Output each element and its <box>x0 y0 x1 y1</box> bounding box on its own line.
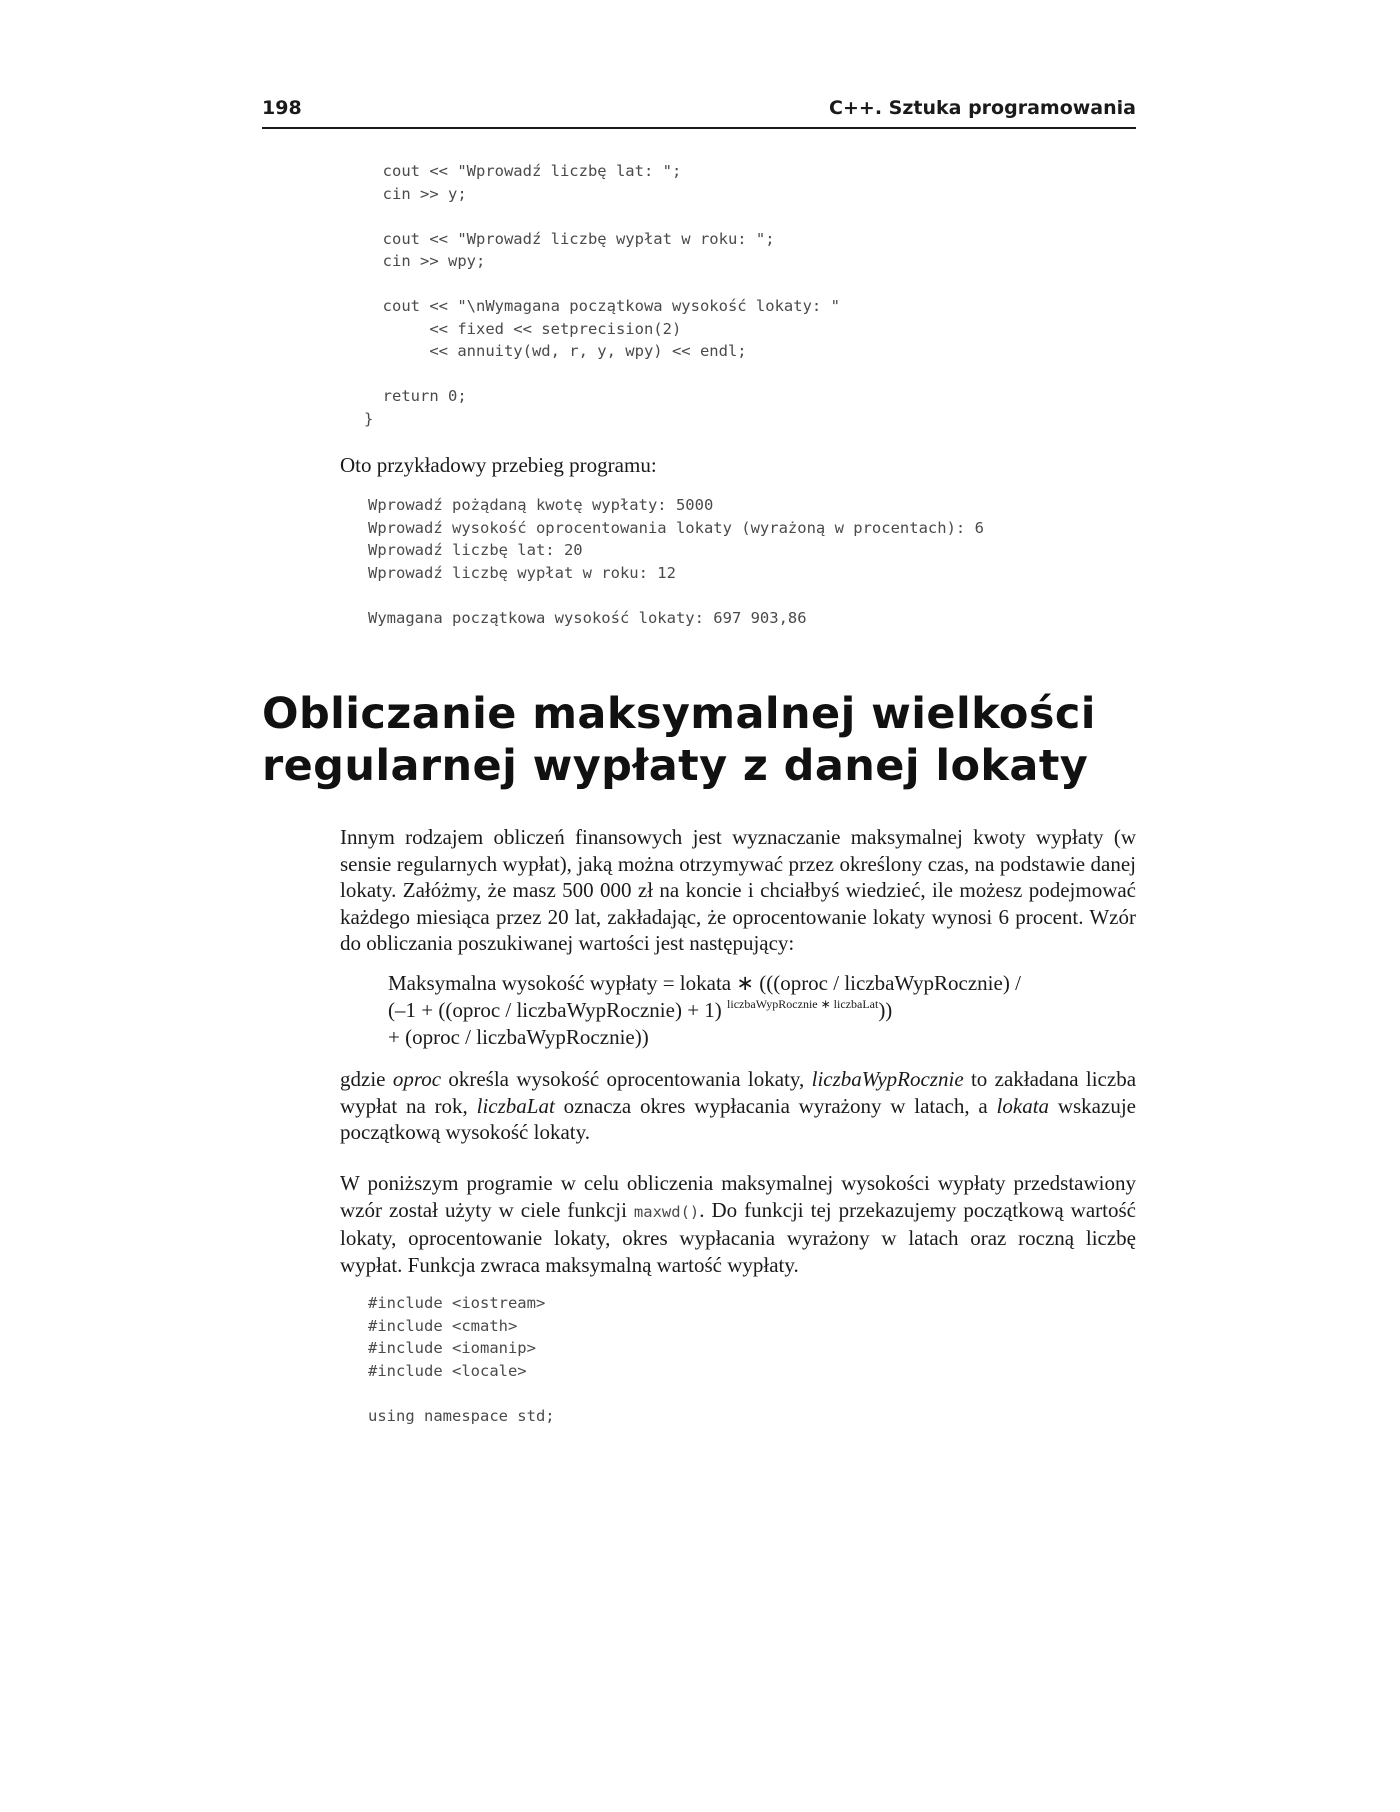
text-run: W poniższym programie w celu obliczenia maksymalnej wysokości wypłaty przedstawiony wzór został użyty w ciele funkcji <box>340 1171 1136 1222</box>
formula <box>388 970 1021 1051</box>
book-title: C++. Sztuka programowania <box>829 97 1136 119</box>
intro-text: Oto przykładowy przebieg programu: <box>340 453 657 477</box>
paragraph-variables <box>340 1066 1136 1146</box>
output-line: Wymagana początkowa wysokość lokaty: 697 903,86 <box>368 608 807 627</box>
text-run: . Do funkcji tej przekazujemy początkową wartość lokaty, oprocentowanie lokaty, okres wypłacania wyrażony w latach oraz roczną liczbę wypłat. Funkcja zwraca maksymalną wartość wypłaty. <box>340 1197 1136 1277</box>
code-line: << fixed << setprecision(2) <box>364 319 682 338</box>
formula-line-3: + (oproc / liczbaWypRocznie)) <box>388 1025 649 1049</box>
text-run: gdzie <box>340 1067 393 1091</box>
var-oproc: oproc <box>392 1067 442 1091</box>
output-line: Wprowadź pożądaną kwotę wypłaty: 5000 <box>368 496 714 514</box>
section-heading <box>262 688 1096 792</box>
output-line: Wprowadź liczbę lat: 20 <box>368 541 583 559</box>
output-line <box>368 584 984 607</box>
code-line <box>364 273 840 296</box>
code-line: cin >> y; <box>364 184 467 203</box>
paragraph-intro: Innym rodzajem obliczeń finansowych jest wyznaczanie maksymalnej kwoty wypłaty (w sensie regularnych wypłat), jaką można otrzymywać przez określony czas, na podstawie danej lokaty. Załóżmy, że masz 500 000 zł na koncie i chciałbyś wiedzieć, ile możesz podejmować każdego miesiąca przez 20 lat, zakładając, że oprocentowanie lokaty wynosi 6 procent. Wzór do obliczania poszukiwanej wartości jest następujący: <box>340 825 1136 955</box>
formula-line-1: Maksymalna wysokość wypłaty = lokata ∗ (((oproc / liczbaWypRocznie) / <box>388 971 1021 995</box>
running-header <box>262 97 1136 129</box>
formula-exponent: liczbaWypRocznie ∗ liczbaLat <box>727 997 879 1011</box>
code-line: cout << "Wprowadź liczbę wypłat w roku: "; <box>364 229 775 248</box>
heading-line-1: Obliczanie maksymalnej wielkości <box>262 689 1096 739</box>
paragraph-program <box>340 1170 1136 1278</box>
var-liczba-lat: liczbaLat <box>476 1093 555 1118</box>
code-line <box>368 1382 555 1405</box>
formula-base: (–1 + ((oproc / liczbaWypRocznie) + 1) <box>388 998 722 1022</box>
code-line: cout << "Wprowadź liczbę lat: "; <box>364 162 682 180</box>
text-run: określa wysokość oprocentowania lokaty, <box>441 1067 812 1091</box>
output-line: Wprowadź wysokość oprocentowania lokaty (wyrażoną w procentach): 6 <box>368 518 984 537</box>
formula-line-2 <box>388 997 1021 1024</box>
code-line: cin >> wpy; <box>364 252 486 270</box>
code-line: #include <iomanip> <box>368 1339 536 1357</box>
output-line: Wprowadź liczbę wypłat w roku: 12 <box>368 563 676 582</box>
code-line: return 0; <box>364 387 467 405</box>
heading-line-2: regularnej wypłaty z danej lokaty <box>262 741 1089 791</box>
text-run: wskazuje początkową wysokość lokaty. <box>340 1093 1136 1144</box>
code-block-bottom <box>368 1292 555 1427</box>
inline-code: maxwd() <box>633 1202 700 1221</box>
code-block-top <box>364 160 840 430</box>
code-line: cout << "\nWymagana początkowa wysokość lokaty: " <box>364 297 840 315</box>
sample-run-output <box>368 494 984 629</box>
code-line: #include <locale> <box>368 1361 527 1380</box>
formula-closing: )) <box>878 998 893 1022</box>
code-line: using namespace std; <box>368 1406 555 1425</box>
text-run: oznacza okres wypłacania wyrażony w latach, a <box>554 1093 997 1118</box>
var-lokata: lokata <box>996 1093 1050 1118</box>
page-number: 198 <box>262 97 302 119</box>
var-liczba-wyp-rocznie: liczbaWypRocznie <box>811 1067 964 1091</box>
code-line: #include <cmath> <box>368 1316 518 1335</box>
code-line: << annuity(wd, r, y, wpy) << endl; <box>364 342 747 360</box>
code-line <box>364 363 840 386</box>
code-line: } <box>364 409 374 428</box>
code-line <box>364 205 840 228</box>
text-run: to zakładana liczba wypłat na rok, <box>340 1067 1137 1118</box>
code-line: #include <iostream> <box>368 1294 546 1312</box>
